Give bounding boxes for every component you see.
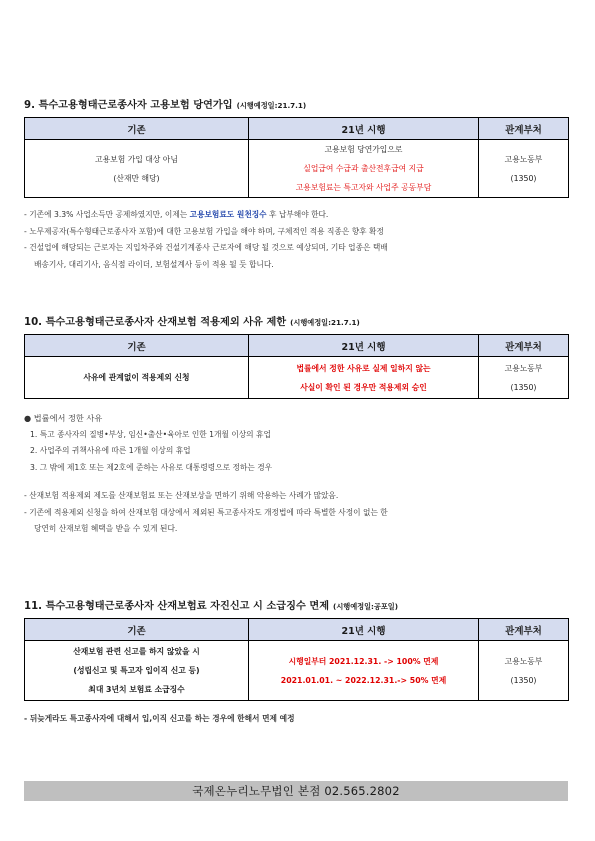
before-line: (산재만 해당) xyxy=(113,173,160,183)
after-cell xyxy=(249,641,479,701)
department-name: 고용노동부 xyxy=(504,656,543,666)
note-item: - 뒤늦게라도 특고종사자에 대해서 입,이직 신고를 하는 경우에 한해서 면제 예정 xyxy=(24,714,295,723)
department-cell xyxy=(479,641,569,701)
note-highlight: 고용보험료도 원천징수 xyxy=(189,210,267,219)
before-cell xyxy=(25,357,249,399)
header-department: 관계부처 xyxy=(479,619,569,641)
section-11 xyxy=(24,597,571,728)
header-2021: 21년 시행 xyxy=(249,335,479,357)
section-9-heading: 9. 특수고용형태근로종사자 고용보험 당연가입 xyxy=(24,100,233,111)
bullet-heading: ● 법률에서 정한 사유 xyxy=(24,413,103,423)
section-11-notes xyxy=(24,711,571,728)
section-9 xyxy=(24,96,571,273)
before-line: (성립신고 및 특고자 입이직 신고 등) xyxy=(73,666,200,675)
after-line: 실업급여 수급과 출산전후급여 지급 xyxy=(303,164,424,173)
reason-item: 1. 특고 종사자의 질병•부상, 임신•출산•육아로 인한 1개월 이상의 휴업 xyxy=(30,429,271,439)
section-9-title xyxy=(24,96,571,111)
note-item: - 노무제공자(특수형태근로종사자 포함)에 대한 고용보험 가입을 해야 하며, 구체적인 적용 직종은 향후 확정 xyxy=(24,226,384,236)
header-2021: 21년 시행 xyxy=(249,619,479,641)
note-text: 후 납부해야 한다. xyxy=(266,210,329,219)
note-item-continued: 배송기사, 대리기사, 음식점 라이더, 보험설계사 등이 적용 될 듯 합니다. xyxy=(34,259,274,269)
legal-reasons xyxy=(24,410,571,476)
header-department: 관계부처 xyxy=(479,118,569,140)
section-11-title xyxy=(24,597,571,612)
after-line: 고용보험 당연가입으로 xyxy=(324,145,403,154)
after-line: 사실이 확인 된 경우만 적용제외 승인 xyxy=(300,382,427,392)
note-item-continued: 당연히 산재보험 혜택을 받을 수 있게 된다. xyxy=(34,524,178,534)
after-cell xyxy=(249,140,479,198)
before-cell xyxy=(25,641,249,701)
after-line: 고용보험료는 특고자와 사업주 공동부담 xyxy=(295,183,432,192)
header-before: 기존 xyxy=(25,619,249,641)
note-item: - 산재보험 적용제외 제도를 산재보험료 또는 산재보상을 면하기 위해 악용하는 사례가 많았음. xyxy=(24,491,339,501)
after-line: 법률에서 정한 사유로 실제 일하지 않는 xyxy=(296,363,431,373)
header-before: 기존 xyxy=(25,118,249,140)
after-line: 시행일부터 2021.12.31. -> 100% 면제 xyxy=(288,656,439,666)
section-10-notes xyxy=(24,488,571,538)
section-9-notes xyxy=(24,207,571,273)
section-11-effective-date: (시행예정일:공포일) xyxy=(333,602,399,611)
before-line: 고용보험 가입 대상 아님 xyxy=(95,154,178,164)
note-item: - 기존에 적용제외 신청을 하여 산재보험 대상에서 제외된 특고종사자도 개정법에 따라 특별한 사정이 없는 한 xyxy=(24,507,388,517)
department-cell xyxy=(479,357,569,399)
header-2021: 21년 시행 xyxy=(249,118,479,140)
header-department: 관계부처 xyxy=(479,335,569,357)
after-line: 2021.01.01. ~ 2022.12.31.-> 50% 면제 xyxy=(280,675,447,685)
note-item xyxy=(24,207,571,224)
before-line: 산재보험 관련 신고를 하지 않았을 시 xyxy=(73,647,200,656)
reason-list xyxy=(24,427,571,477)
department-phone: (1350) xyxy=(510,173,537,183)
department-name: 고용노동부 xyxy=(504,363,543,373)
section-10 xyxy=(24,313,571,538)
section-11-heading: 11. 특수고용형태근로종사자 산재보험료 자진신고 시 소급징수 면제 xyxy=(24,601,330,612)
section-11-table xyxy=(24,618,569,701)
department-phone: (1350) xyxy=(510,382,537,392)
after-cell xyxy=(249,357,479,399)
note-item: - 건설업에 해당되는 근로자는 지입차주와 건설기계종사 근로자에 해당 될 것으로 예상되며, 기타 업종은 택배 xyxy=(24,243,388,252)
department-cell xyxy=(479,140,569,198)
reason-item: 3. 그 밖에 제1호 또는 제2호에 준하는 사유로 대통령령으로 정하는 경우 xyxy=(30,462,273,472)
section-10-heading: 10. 특수고용형태근로종사자 산재보험 적용제외 사유 제한 xyxy=(24,317,287,328)
note-text: - 기존에 3.3% 사업소득만 공제하였지만, 이제는 xyxy=(24,210,190,219)
footer-firm-contact: 국제온누리노무법인 본점 02.565.2802 xyxy=(24,781,568,801)
before-cell xyxy=(25,140,249,198)
header-before: 기존 xyxy=(25,335,249,357)
section-10-table xyxy=(24,334,569,399)
section-9-effective-date: (시행예정일:21.7.1) xyxy=(236,101,307,110)
section-10-title xyxy=(24,313,571,328)
section-10-effective-date: (시행예정일:21.7.1) xyxy=(290,318,360,327)
reason-item: 2. 사업주의 귀책사유에 따른 1개월 이상의 휴업 xyxy=(30,446,191,456)
section-9-table xyxy=(24,117,569,198)
before-line: 최대 3년치 보험료 소급징수 xyxy=(88,685,185,694)
department-name: 고용노동부 xyxy=(504,154,543,164)
before-line: 사유에 관계없이 적용제외 신청 xyxy=(83,373,190,382)
department-phone: (1350) xyxy=(510,675,537,685)
